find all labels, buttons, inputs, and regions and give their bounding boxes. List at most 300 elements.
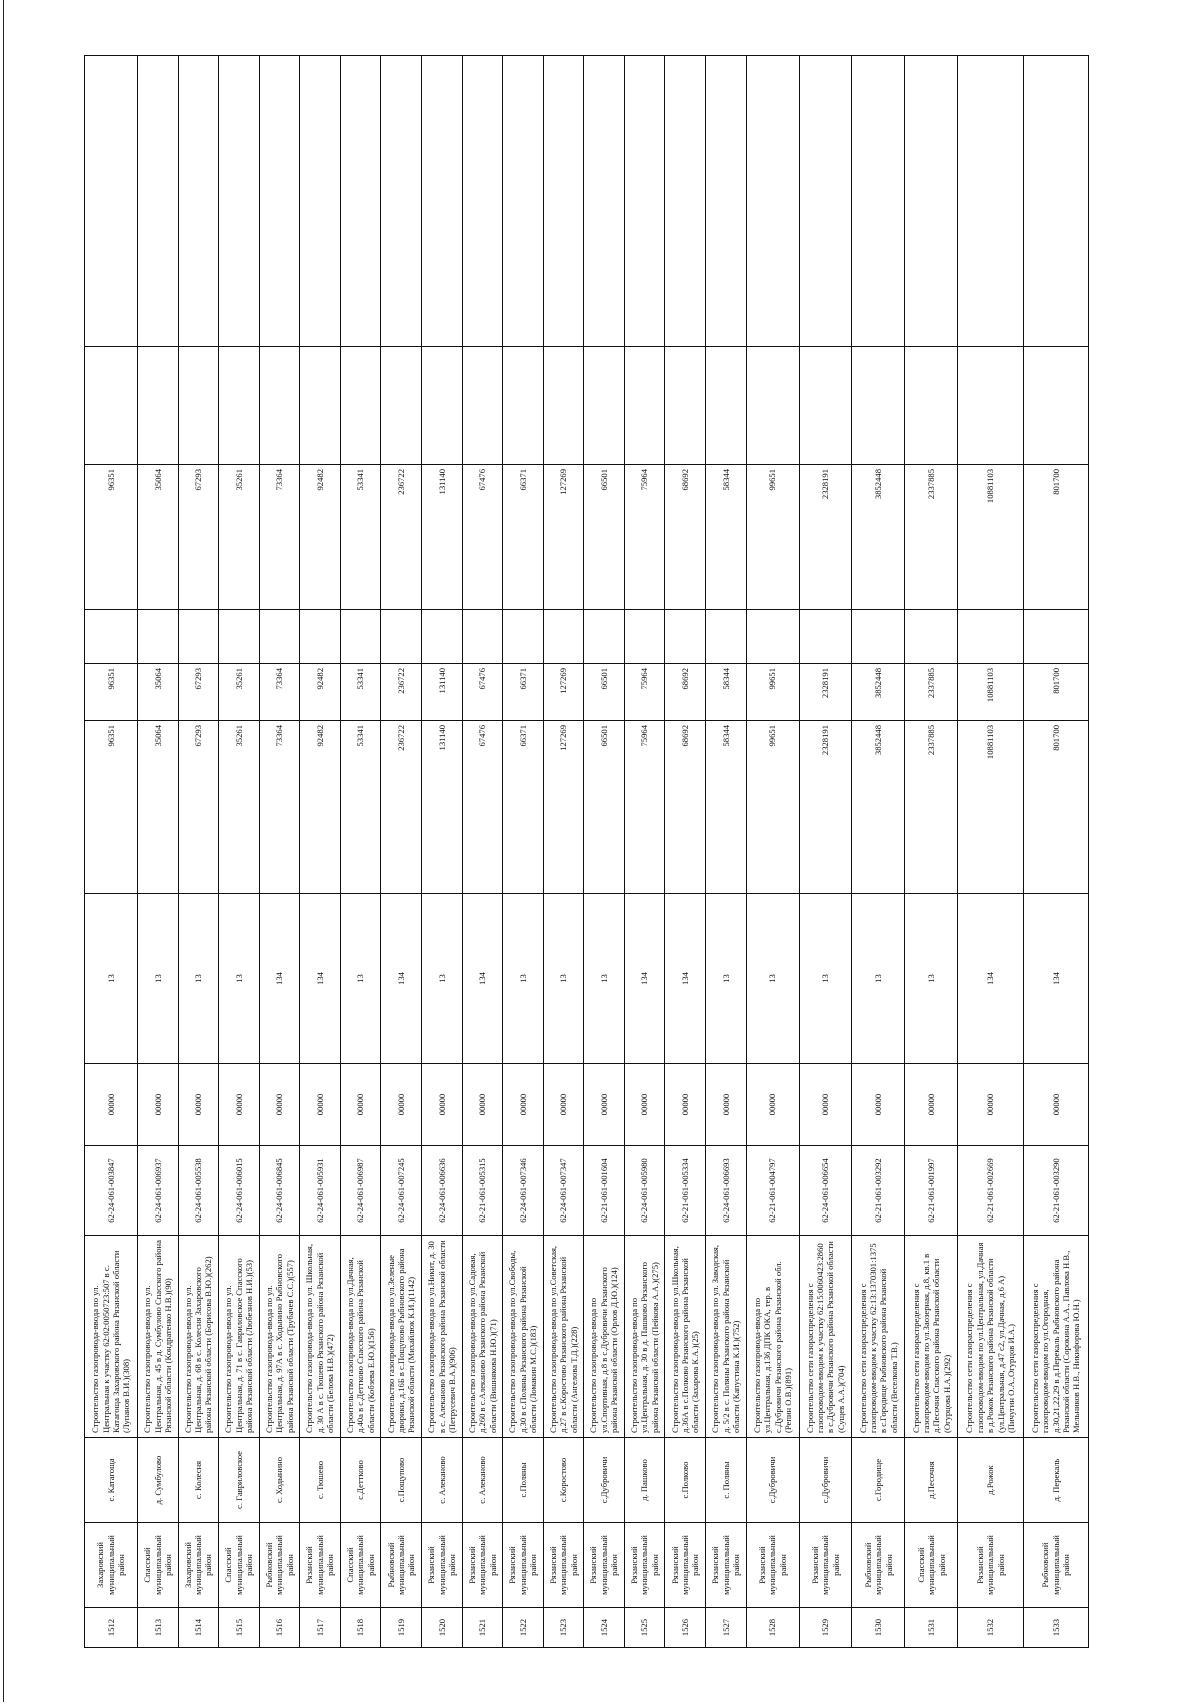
district-cell: Спасский муниципальный район bbox=[340, 1523, 381, 1608]
value-second-cell: 35064 bbox=[137, 664, 178, 721]
object-code-cell: 62-24-061-006015 bbox=[219, 1146, 260, 1236]
description-cell: Строительство сети газораспределения с газопроводом-вводом по ул.Заозерная, д.8, кв.1 в д.Песочня Спасского района Рязанской области (Огурцова Н.А.)(292) bbox=[905, 1236, 958, 1438]
value-third-cell bbox=[219, 610, 260, 664]
value-second-cell: 3852448 bbox=[852, 664, 905, 721]
table-row bbox=[706, 56, 747, 1648]
row-number-cell: 1516 bbox=[259, 1608, 300, 1648]
empty-cell bbox=[958, 347, 1023, 465]
row-number-cell: 1530 bbox=[852, 1608, 905, 1648]
value-fourth-cell: 801700 bbox=[1023, 465, 1088, 610]
value-fourth-cell: 2337885 bbox=[905, 465, 958, 610]
description-cell: Строительство газопровода-ввода по ул. Центральная к участку 62:02:0050723:507 в с. Катагоща Захаровского района Рязанской области (Лупанов В.И.)(308) bbox=[85, 1236, 138, 1438]
settlement-cell: д. Пашково bbox=[624, 1438, 665, 1523]
description-cell: Строительство газопровода-ввода по ул. Школьная, д. 30 А в с. Тюшево Рязанского района Рязанской области (Белова Н.В.)(472) bbox=[300, 1236, 341, 1438]
empty-cell bbox=[421, 56, 462, 347]
category-cell: 134 bbox=[958, 894, 1023, 1064]
value-fourth-cell: 73364 bbox=[259, 465, 300, 610]
description-cell: Строительство газопровода-ввода по ул.Дачная, д.40а в с.Деттково Спасского района Рязанской области (Кобзева Е.Ю.)(156) bbox=[340, 1236, 381, 1438]
settlement-cell: с. Алеканово bbox=[421, 1438, 462, 1523]
zero-code-cell: 00000 bbox=[746, 1064, 799, 1146]
table-row bbox=[300, 56, 341, 1648]
value-third-cell bbox=[958, 610, 1023, 664]
value-second-cell: 2337885 bbox=[905, 664, 958, 721]
zero-code-cell: 00000 bbox=[219, 1064, 260, 1146]
empty-cell bbox=[706, 347, 747, 465]
description-cell: Строительство газопровода-ввода по ул. Центральная, д. 45 в д. Сумбулово Спасского района Рязанской области (Кондратенко Н.В.)(90) bbox=[137, 1236, 178, 1438]
settlement-cell: с.Коростово bbox=[543, 1438, 584, 1523]
zero-code-cell: 00000 bbox=[958, 1064, 1023, 1146]
table-row bbox=[219, 56, 260, 1648]
category-cell: 13 bbox=[746, 894, 799, 1064]
value-fourth-cell: 10881103 bbox=[958, 465, 1023, 610]
description-cell: Строительство газопровода-ввода по ул. Центральная, д. 71 в с. Гавриловское Спасского района Рязанской области (Любезнов Н.И.)(53) bbox=[219, 1236, 260, 1438]
value-second-cell: 58344 bbox=[706, 664, 747, 721]
value-fourth-cell: 67293 bbox=[178, 465, 219, 610]
value-total-cell: 236722 bbox=[381, 721, 422, 894]
table-row bbox=[624, 56, 665, 1648]
empty-cell bbox=[462, 347, 503, 465]
table-row bbox=[665, 56, 706, 1648]
value-total-cell: 92482 bbox=[300, 721, 341, 894]
settlement-cell: с.Дубровичи bbox=[799, 1438, 852, 1523]
value-total-cell: 66371 bbox=[503, 721, 544, 894]
empty-cell bbox=[584, 56, 625, 347]
table-row bbox=[462, 56, 503, 1648]
object-code-cell: 62-24-061-007347 bbox=[543, 1146, 584, 1236]
district-cell: Рыбновский муниципальный район bbox=[259, 1523, 300, 1608]
table-row bbox=[1023, 56, 1088, 1648]
empty-cell bbox=[503, 56, 544, 347]
object-code-cell: 62-21-061-002669 bbox=[958, 1146, 1023, 1236]
value-third-cell bbox=[340, 610, 381, 664]
empty-cell bbox=[852, 56, 905, 347]
district-cell: Рязанский муниципальный район bbox=[624, 1523, 665, 1608]
value-fourth-cell: 2328191 bbox=[799, 465, 852, 610]
district-cell: Спасский муниципальный район bbox=[905, 1523, 958, 1608]
value-second-cell: 96351 bbox=[85, 664, 138, 721]
category-cell: 13 bbox=[503, 894, 544, 1064]
value-third-cell bbox=[706, 610, 747, 664]
category-cell: 134 bbox=[381, 894, 422, 1064]
empty-cell bbox=[1023, 56, 1088, 347]
value-fourth-cell: 58344 bbox=[706, 465, 747, 610]
object-code-cell: 62-24-061-006987 bbox=[340, 1146, 381, 1236]
value-total-cell: 68692 bbox=[665, 721, 706, 894]
table-row bbox=[137, 56, 178, 1648]
empty-cell bbox=[584, 347, 625, 465]
value-total-cell: 66501 bbox=[584, 721, 625, 894]
rotated-table-container bbox=[84, 56, 1089, 1648]
value-total-cell: 58344 bbox=[706, 721, 747, 894]
empty-cell bbox=[178, 56, 219, 347]
value-third-cell bbox=[300, 610, 341, 664]
object-code-cell: 62-24-061-005538 bbox=[178, 1146, 219, 1236]
table-row bbox=[799, 56, 852, 1648]
value-third-cell bbox=[259, 610, 300, 664]
zero-code-cell: 00000 bbox=[340, 1064, 381, 1146]
zero-code-cell: 00000 bbox=[137, 1064, 178, 1146]
object-code-cell: 62-21-061-003290 bbox=[1023, 1146, 1088, 1236]
empty-cell bbox=[462, 56, 503, 347]
row-number-cell: 1514 bbox=[178, 1608, 219, 1648]
district-cell: Рыбновский муниципальный район bbox=[852, 1523, 905, 1608]
value-second-cell: 2328191 bbox=[799, 664, 852, 721]
empty-cell bbox=[259, 56, 300, 347]
row-number-cell: 1513 bbox=[137, 1608, 178, 1648]
settlement-cell: с. Катагоща bbox=[85, 1438, 138, 1523]
value-third-cell bbox=[799, 610, 852, 664]
empty-cell bbox=[259, 347, 300, 465]
value-second-cell: 73364 bbox=[259, 664, 300, 721]
category-cell: 13 bbox=[584, 894, 625, 1064]
value-total-cell: 35261 bbox=[219, 721, 260, 894]
zero-code-cell: 00000 bbox=[799, 1064, 852, 1146]
description-cell: Строительство газопровода-ввода по ул.Школьная, д.36А в с.Полково Рязанского района Рязанской области (Захарова К.А.)(25) bbox=[665, 1236, 706, 1438]
value-total-cell: 2328191 bbox=[799, 721, 852, 894]
row-number-cell: 1517 bbox=[300, 1608, 341, 1648]
category-cell: 13 bbox=[340, 894, 381, 1064]
settlement-cell: с. Поляны bbox=[706, 1438, 747, 1523]
value-total-cell: 127269 bbox=[543, 721, 584, 894]
district-cell: Захаровский муниципальный район bbox=[85, 1523, 138, 1608]
empty-cell bbox=[799, 56, 852, 347]
settlement-cell: с.Дубровичи bbox=[746, 1438, 799, 1523]
value-second-cell: 801700 bbox=[1023, 664, 1088, 721]
district-cell: Спасский муниципальный район bbox=[219, 1523, 260, 1608]
value-second-cell: 75964 bbox=[624, 664, 665, 721]
value-total-cell: 73364 bbox=[259, 721, 300, 894]
category-cell: 13 bbox=[178, 894, 219, 1064]
zero-code-cell: 00000 bbox=[421, 1064, 462, 1146]
settlement-cell: с.Деттково bbox=[340, 1438, 381, 1523]
value-total-cell: 96351 bbox=[85, 721, 138, 894]
category-cell: 134 bbox=[624, 894, 665, 1064]
value-fourth-cell: 68692 bbox=[665, 465, 706, 610]
district-cell: Спасский муниципальный район bbox=[137, 1523, 178, 1608]
value-third-cell bbox=[624, 610, 665, 664]
description-cell: Строительство газопровода-ввода по ул.Центральная, д.136 ДПК ОКА, тер. в с.Дубровичи Рязанского района Рязанской обл. (Репин О.В.)(891) bbox=[746, 1236, 799, 1438]
row-number-cell: 1533 bbox=[1023, 1608, 1088, 1648]
object-code-cell: 62-21-061-001997 bbox=[905, 1146, 958, 1236]
empty-cell bbox=[706, 56, 747, 347]
category-cell: 13 bbox=[219, 894, 260, 1064]
value-third-cell bbox=[746, 610, 799, 664]
settlement-cell: д.Рожок bbox=[958, 1438, 1023, 1523]
category-cell: 134 bbox=[259, 894, 300, 1064]
row-number-cell: 1526 bbox=[665, 1608, 706, 1648]
value-total-cell: 2337885 bbox=[905, 721, 958, 894]
object-code-cell: 62-21-061-004797 bbox=[746, 1146, 799, 1236]
row-number-cell: 1532 bbox=[958, 1608, 1023, 1648]
page-margin-line bbox=[3, 0, 4, 1702]
empty-cell bbox=[300, 347, 341, 465]
settlement-cell: с. Гавриловское bbox=[219, 1438, 260, 1523]
district-cell: Рыбновский муниципальный район bbox=[381, 1523, 422, 1608]
empty-cell bbox=[421, 347, 462, 465]
table-row bbox=[543, 56, 584, 1648]
settlement-cell: с.Пощупово bbox=[381, 1438, 422, 1523]
settlement-cell: с.Поляны bbox=[503, 1438, 544, 1523]
empty-cell bbox=[746, 56, 799, 347]
table-row bbox=[746, 56, 799, 1648]
empty-cell bbox=[381, 347, 422, 465]
value-fourth-cell: 75964 bbox=[624, 465, 665, 610]
value-total-cell: 131140 bbox=[421, 721, 462, 894]
description-cell: Строительство сети газораспределения с газопроводом-вводом к участку 62:13:1370301:1375 в с.Городище Рыбновского района Рязанской области (Веселкова Т.В.) bbox=[852, 1236, 905, 1438]
empty-cell bbox=[905, 56, 958, 347]
value-second-cell: 127269 bbox=[543, 664, 584, 721]
row-number-cell: 1525 bbox=[624, 1608, 665, 1648]
category-cell: 13 bbox=[905, 894, 958, 1064]
table-row bbox=[958, 56, 1023, 1648]
value-fourth-cell: 92482 bbox=[300, 465, 341, 610]
district-cell: Рязанский муниципальный район bbox=[300, 1523, 341, 1608]
object-code-cell: 62-24-061-007346 bbox=[503, 1146, 544, 1236]
category-cell: 13 bbox=[421, 894, 462, 1064]
zero-code-cell: 00000 bbox=[852, 1064, 905, 1146]
empty-cell bbox=[381, 56, 422, 347]
value-third-cell bbox=[543, 610, 584, 664]
category-cell: 13 bbox=[799, 894, 852, 1064]
district-cell: Рязанский муниципальный район bbox=[421, 1523, 462, 1608]
settlement-cell: д.Песочня bbox=[905, 1438, 958, 1523]
value-second-cell: 10881103 bbox=[958, 664, 1023, 721]
district-cell: Рязанский муниципальный район bbox=[706, 1523, 747, 1608]
value-fourth-cell: 131140 bbox=[421, 465, 462, 610]
table-row bbox=[905, 56, 958, 1648]
value-second-cell: 66501 bbox=[584, 664, 625, 721]
zero-code-cell: 00000 bbox=[381, 1064, 422, 1146]
settlement-cell: с. Колесня bbox=[178, 1438, 219, 1523]
district-cell: Рязанский муниципальный район bbox=[958, 1523, 1023, 1608]
district-cell: Рязанский муниципальный район bbox=[584, 1523, 625, 1608]
description-cell: Строительство газопровода-ввода по ул. Центральная, д. 97А в с. Ходынино Рыбновского района Рязанской области (Трубачев С.С.)(557) bbox=[259, 1236, 300, 1438]
table-row bbox=[421, 56, 462, 1648]
description-cell: Строительство сети газораспределения с газопроводом-вводом по ул.Центральная, ул.Дачная в д.Рожок Рязанского района Рязанской области (ул.Центральная, д.47 с2, ул.Дачная, д.6 А) (Пичугин О.А.,Огурцов И.А.) bbox=[958, 1236, 1023, 1438]
settlement-cell: с.Дубровичи bbox=[584, 1438, 625, 1523]
object-code-cell: 62-24-061-006654 bbox=[799, 1146, 852, 1236]
row-number-cell: 1523 bbox=[543, 1608, 584, 1648]
settlement-cell: с. Ходынино bbox=[259, 1438, 300, 1523]
district-cell: Захаровский муниципальный район bbox=[178, 1523, 219, 1608]
object-code-cell: 62-24-061-006845 bbox=[259, 1146, 300, 1236]
description-cell: Строительство сети газораспределения с газопроводом-вводом по ул.Огородная, д.30,21,22,29 в д.Перекаль Рыбновского района Рязанской области (Сорокина А.А., Павлова Н.В., Мельников Н.В., Никифорова Ю.Н.) bbox=[1023, 1236, 1088, 1438]
value-third-cell bbox=[1023, 610, 1088, 664]
row-number-cell: 1520 bbox=[421, 1608, 462, 1648]
empty-cell bbox=[137, 347, 178, 465]
value-fourth-cell: 99651 bbox=[746, 465, 799, 610]
zero-code-cell: 00000 bbox=[178, 1064, 219, 1146]
zero-code-cell: 00000 bbox=[503, 1064, 544, 1146]
row-number-cell: 1522 bbox=[503, 1608, 544, 1648]
empty-cell bbox=[905, 347, 958, 465]
object-code-cell: 62-24-061-005931 bbox=[300, 1146, 341, 1236]
value-total-cell: 801700 bbox=[1023, 721, 1088, 894]
empty-cell bbox=[799, 347, 852, 465]
object-code-cell: 62-21-061-003292 bbox=[852, 1146, 905, 1236]
row-number-cell: 1529 bbox=[799, 1608, 852, 1648]
empty-cell bbox=[219, 347, 260, 465]
value-total-cell: 67476 bbox=[462, 721, 503, 894]
description-cell: Строительство газопровода-ввода по ул.Зеленые дворики, д.16Б в с.Пощупово Рыбновского района Рязанской области (Михайлюк К.И.)(1142) bbox=[381, 1236, 422, 1438]
description-cell: Строительство газопровода-ввода по ул.Центральная, д. 30 в д. Пашково Рязанского района Рязанской области (Пейкова А.А.)(275) bbox=[624, 1236, 665, 1438]
empty-cell bbox=[178, 347, 219, 465]
value-third-cell bbox=[462, 610, 503, 664]
value-third-cell bbox=[421, 610, 462, 664]
zero-code-cell: 00000 bbox=[259, 1064, 300, 1146]
value-third-cell bbox=[381, 610, 422, 664]
value-third-cell bbox=[905, 610, 958, 664]
object-code-cell: 62-24-061-006636 bbox=[421, 1146, 462, 1236]
value-fourth-cell: 66501 bbox=[584, 465, 625, 610]
object-code-cell: 62-21-061-001604 bbox=[584, 1146, 625, 1236]
value-total-cell: 35064 bbox=[137, 721, 178, 894]
category-cell: 134 bbox=[300, 894, 341, 1064]
table-row bbox=[85, 56, 138, 1648]
value-fourth-cell: 66371 bbox=[503, 465, 544, 610]
category-cell: 13 bbox=[137, 894, 178, 1064]
value-third-cell bbox=[584, 610, 625, 664]
district-cell: Рязанский муниципальный район bbox=[543, 1523, 584, 1608]
value-fourth-cell: 35261 bbox=[219, 465, 260, 610]
object-code-cell: 62-24-061-006937 bbox=[137, 1146, 178, 1236]
settlement-cell: с. Алеканово bbox=[462, 1438, 503, 1523]
value-second-cell: 67476 bbox=[462, 664, 503, 721]
table-row bbox=[503, 56, 544, 1648]
category-cell: 134 bbox=[462, 894, 503, 1064]
description-cell: Строительство газопровода-ввода по ул.Спортивная, д.8 в с.Дубровичи Рязанского района Рязанской области (Орлов Д.Ю.)(124) bbox=[584, 1236, 625, 1438]
value-total-cell: 3852448 bbox=[852, 721, 905, 894]
zero-code-cell: 00000 bbox=[543, 1064, 584, 1146]
value-second-cell: 99651 bbox=[746, 664, 799, 721]
settlement-cell: с.Городище bbox=[852, 1438, 905, 1523]
value-fourth-cell: 96351 bbox=[85, 465, 138, 610]
object-code-cell: 62-24-061-003847 bbox=[85, 1146, 138, 1236]
category-cell: 134 bbox=[665, 894, 706, 1064]
object-code-cell: 62-21-061-005334 bbox=[665, 1146, 706, 1236]
row-number-cell: 1519 bbox=[381, 1608, 422, 1648]
row-number-cell: 1527 bbox=[706, 1608, 747, 1648]
table-row bbox=[852, 56, 905, 1648]
value-third-cell bbox=[85, 610, 138, 664]
empty-cell bbox=[543, 347, 584, 465]
description-cell: Строительство газопровода-ввода по ул. Центральная, д. 68 в с. Колесня Захаровского района Рязанской области (Борисова В.Ю.)(262) bbox=[178, 1236, 219, 1438]
value-second-cell: 53341 bbox=[340, 664, 381, 721]
value-total-cell: 67293 bbox=[178, 721, 219, 894]
value-second-cell: 131140 bbox=[421, 664, 462, 721]
category-cell: 13 bbox=[543, 894, 584, 1064]
object-code-cell: 62-24-061-007245 bbox=[381, 1146, 422, 1236]
empty-cell bbox=[958, 56, 1023, 347]
empty-cell bbox=[340, 347, 381, 465]
zero-code-cell: 00000 bbox=[905, 1064, 958, 1146]
value-second-cell: 35261 bbox=[219, 664, 260, 721]
empty-cell bbox=[137, 56, 178, 347]
zero-code-cell: 00000 bbox=[85, 1064, 138, 1146]
category-cell: 13 bbox=[852, 894, 905, 1064]
table-row bbox=[381, 56, 422, 1648]
settlement-cell: д. Сумбулово bbox=[137, 1438, 178, 1523]
empty-cell bbox=[665, 56, 706, 347]
object-code-cell: 62-21-061-005315 bbox=[462, 1146, 503, 1236]
empty-cell bbox=[85, 56, 138, 347]
district-cell: Рязанский муниципальный район bbox=[503, 1523, 544, 1608]
value-fourth-cell: 67476 bbox=[462, 465, 503, 610]
table-row bbox=[259, 56, 300, 1648]
value-third-cell bbox=[503, 610, 544, 664]
value-second-cell: 236722 bbox=[381, 664, 422, 721]
table-body bbox=[85, 56, 1089, 1648]
value-second-cell: 66371 bbox=[503, 664, 544, 721]
settlement-cell: д. Перекаль bbox=[1023, 1438, 1088, 1523]
object-code-cell: 62-24-061-005980 bbox=[624, 1146, 665, 1236]
table-row bbox=[178, 56, 219, 1648]
empty-cell bbox=[300, 56, 341, 347]
zero-code-cell: 00000 bbox=[665, 1064, 706, 1146]
district-cell: Рязанский муниципальный район bbox=[799, 1523, 852, 1608]
value-total-cell: 75964 bbox=[624, 721, 665, 894]
description-cell: Строительство газопровода-ввода по ул.Никит, д. 30 в с. Алеканово Рязанского района Рязанской области (Петрусевич В.А.)(906) bbox=[421, 1236, 462, 1438]
value-second-cell: 92482 bbox=[300, 664, 341, 721]
zero-code-cell: 00000 bbox=[624, 1064, 665, 1146]
value-third-cell bbox=[137, 610, 178, 664]
empty-cell bbox=[219, 56, 260, 347]
row-number-cell: 1512 bbox=[85, 1608, 138, 1648]
value-second-cell: 67293 bbox=[178, 664, 219, 721]
row-number-cell: 1521 bbox=[462, 1608, 503, 1648]
district-cell: Рыбновский муниципальный район bbox=[1023, 1523, 1088, 1608]
category-cell: 134 bbox=[1023, 894, 1088, 1064]
value-total-cell: 99651 bbox=[746, 721, 799, 894]
zero-code-cell: 00000 bbox=[462, 1064, 503, 1146]
row-number-cell: 1515 bbox=[219, 1608, 260, 1648]
empty-cell bbox=[85, 347, 138, 465]
value-third-cell bbox=[665, 610, 706, 664]
table-row bbox=[584, 56, 625, 1648]
district-cell: Рязанский муниципальный район bbox=[462, 1523, 503, 1608]
data-table bbox=[84, 55, 1089, 1648]
settlement-cell: с.Полково bbox=[665, 1438, 706, 1523]
value-total-cell: 10881103 bbox=[958, 721, 1023, 894]
value-third-cell bbox=[178, 610, 219, 664]
description-cell: Строительство сети газораспределения с газопроводом-вводом к участку 62:15:0060423:2860 в с.Дубровичи Рязанского района Рязанской области (Сущев А.А.)(704) bbox=[799, 1236, 852, 1438]
settlement-cell: с. Тюшево bbox=[300, 1438, 341, 1523]
table-row bbox=[340, 56, 381, 1648]
value-total-cell: 53341 bbox=[340, 721, 381, 894]
empty-cell bbox=[1023, 347, 1088, 465]
empty-cell bbox=[543, 56, 584, 347]
description-cell: Строительство газопровода-ввода по ул.Свободы, д.30 в с.Поляны Рязанского района Рязанской области (Ломакин М.С.)(183) bbox=[503, 1236, 544, 1438]
row-number-cell: 1528 bbox=[746, 1608, 799, 1648]
zero-code-cell: 00000 bbox=[300, 1064, 341, 1146]
value-fourth-cell: 53341 bbox=[340, 465, 381, 610]
category-cell: 13 bbox=[706, 894, 747, 1064]
empty-cell bbox=[665, 347, 706, 465]
row-number-cell: 1524 bbox=[584, 1608, 625, 1648]
zero-code-cell: 00000 bbox=[706, 1064, 747, 1146]
value-fourth-cell: 236722 bbox=[381, 465, 422, 610]
value-fourth-cell: 127269 bbox=[543, 465, 584, 610]
category-cell: 13 bbox=[85, 894, 138, 1064]
value-fourth-cell: 35064 bbox=[137, 465, 178, 610]
description-cell: Строительство газопровода-ввода по ул.Садовая, д.260 в с.Алеканово Рязанского района Рязанской области (Вишнякова Н.Ю.)(71) bbox=[462, 1236, 503, 1438]
district-cell: Рязанский муниципальный район bbox=[665, 1523, 706, 1608]
value-third-cell bbox=[852, 610, 905, 664]
description-cell: Строительство газопровода-ввода по ул.Советская, д.27 в с.Коростово Рязанского района Рязанской области (Ангелова Т.Д.)(228) bbox=[543, 1236, 584, 1438]
zero-code-cell: 00000 bbox=[584, 1064, 625, 1146]
empty-cell bbox=[340, 56, 381, 347]
empty-cell bbox=[852, 347, 905, 465]
